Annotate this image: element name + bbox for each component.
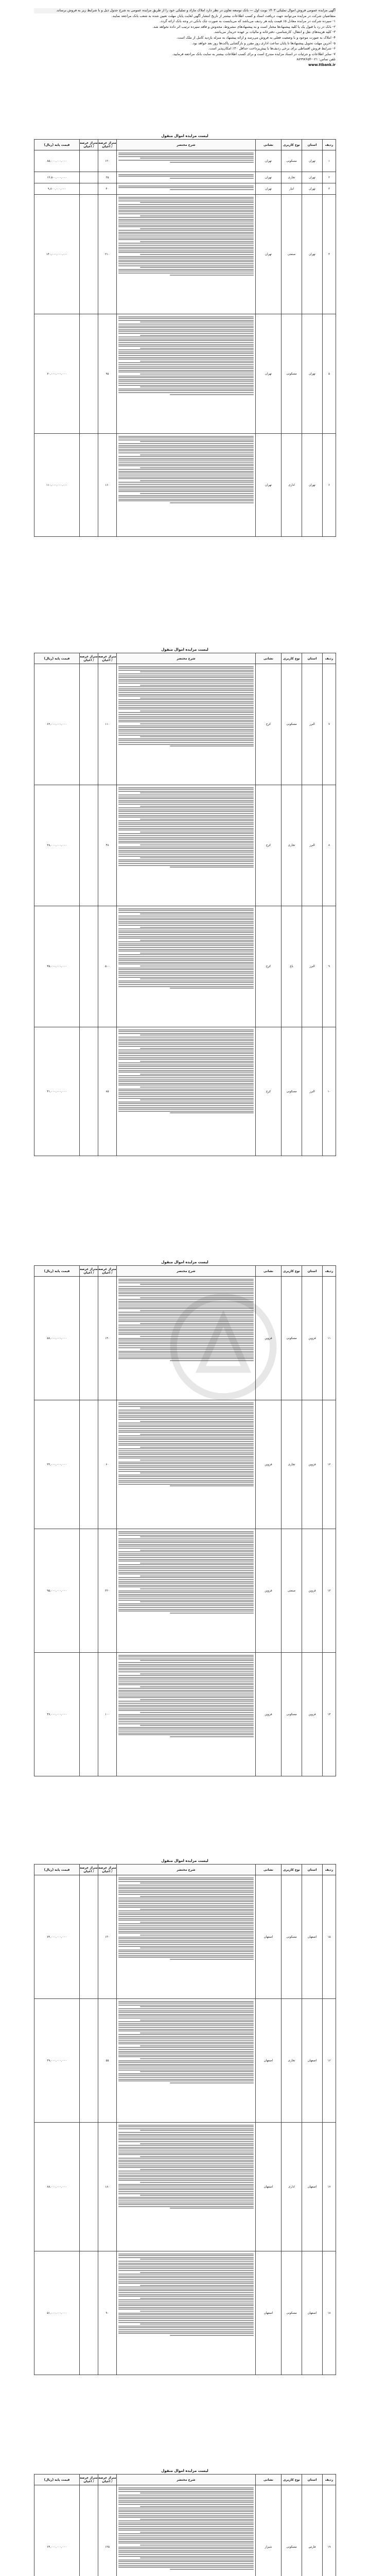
col-region: استان [302,653,323,664]
region-cell: البرز [302,664,323,785]
usage-type-cell: مسکونی [282,2485,302,2576]
area-cell: ۹۵ [98,314,117,434]
description-text-block [118,315,254,396]
row-number: ۷ [323,664,336,785]
table-row [34,1999,336,2123]
notice-paragraph: ۷- سایر اطلاعات و جزئیات در اسناد مزایده مندرج است و برای کسب اطلاعات بیشتر به سایت بانک مراجعه فرمایید. [172,52,336,56]
col-area: متراژ عرصه / اعیان [98,140,117,150]
description-cell [117,1529,256,1653]
description-text-block [118,1530,254,1614]
table-row [34,195,336,314]
table-row [34,314,336,434]
address-cell: تهران [256,183,282,195]
description-text-block [118,1028,254,1114]
region-cell: البرز [302,906,323,1027]
auction-table-sheet [34,647,336,1156]
row-number: ۱۵ [323,1875,336,1999]
auction-table-sheet [34,2468,336,2576]
auction-table-sheet [34,133,336,537]
description-cell [117,1277,256,1400]
description-text-block [118,196,254,276]
description-text-block [118,2486,254,2570]
bank-website-link[interactable]: www.ttbank.ir [308,62,336,67]
usage-type-cell: انبار [282,183,302,195]
table-header-row [34,2475,336,2485]
col-base-price: قیمت پایه (ریال) [34,1865,80,1875]
col-usage-type: نوع کاربری [282,1865,302,1875]
area-cell: ۴۸ [98,785,117,906]
base-price-cell: ۸۸,۰۰۰,۰۰۰,۰۰۰ [34,2123,80,2251]
description-cell [117,2485,256,2576]
base-price-cell: ۴۱,۰۰۰,۰۰۰,۰۰۰ [34,1027,80,1156]
area-cell: ۵۰۰ [98,906,117,1027]
region-cell: اصفهان [302,1999,323,2123]
usage-type-cell: باغ [282,906,302,1027]
base-price-cell: ۹۵,۰۰۰,۰۰۰,۰۰۰ [34,1529,80,1653]
building-area-cell [80,785,98,906]
table-row [34,172,336,183]
usage-type-cell: مسکونی [282,664,302,785]
address-cell: کرج [256,906,282,1027]
area-cell: ۱۶۰ [98,434,117,537]
col-description: شرح مختصر [117,1266,256,1277]
table-row [34,150,336,172]
col-description: شرح مختصر [117,1865,256,1875]
building-area-cell [80,2251,98,2375]
description-text-block [118,1401,254,1487]
usage-type-cell: صنعتی [282,1529,302,1653]
col-row-number: ردیف [323,140,336,150]
usage-type-cell: اداری [282,434,302,537]
row-number: ۱۹ [323,2485,336,2576]
description-text-block [118,2124,254,2210]
auction-table [34,653,336,1156]
col-address: نشانی [256,2475,282,2485]
col-area: متراژ عرصه / اعیان [98,1266,117,1277]
col-address: نشانی [256,1266,282,1277]
description-text-block [118,173,254,179]
building-area-cell [80,172,98,183]
notice-paragraph: متقاضیان شرکت در مزایده می‌توانند جهت دریافت اسناد و کسب اطلاعات بیشتر از تاریخ انتشار آگهی لغایت پایان مهلت تعیین شده به شعب بانک مراجعه نمایند. [111,13,336,18]
auction-table [34,1265,336,1776]
usage-type-cell: تجاری [282,785,302,906]
description-text-block [118,665,254,748]
table-header-row [34,653,336,664]
description-cell [117,1653,256,1776]
area-cell: ۶۰ [98,1400,117,1529]
address-cell: اصفهان [256,1875,282,1999]
description-text-block [118,2252,254,2336]
description-cell [117,195,256,314]
row-number: ۳ [323,183,336,195]
region-cell: اصفهان [302,1875,323,1999]
row-number: ۱۲ [323,1400,336,1529]
notice-paragraph: آگهی مزایده عمومی فروش اموال تملیکی ۱۴۰۳ نوبت اول — بانک توسعه تعاون در نظر دارد املاک مازاد و تملیکی خود را از طریق مزایده عمومی به شرح جدول ذیل و با شرایط زیر به فروش برساند. [34,8,336,13]
base-price-cell: ۶۲,۰۰۰,۰۰۰,۰۰۰ [34,664,80,785]
usage-type-cell: مسکونی [282,150,302,172]
region-cell: تهران [302,195,323,314]
address-cell: کرج [256,1027,282,1156]
col-region: استان [302,140,323,150]
region-cell: تهران [302,150,323,172]
col-usage-type: نوع کاربری [282,653,302,664]
address-cell: قزوین [256,1529,282,1653]
region-cell: قزوین [302,1277,323,1400]
usage-type-cell: مسکونی [282,1875,302,1999]
description-cell [117,785,256,906]
col-building-area: متراژ عرصه / اعیان [80,653,98,664]
sheet-title: لیست مزایده اموال منقول [161,1260,208,1264]
table-row [34,2123,336,2251]
notice-paragraph: ۵- آخرین مهلت تحویل پیشنهادها تا پایان ساعت اداری روز مقرر و بازگشایی پاکت‌ها روز بعد خواهد بود. [191,41,336,45]
area-cell: ۱۴۰ [98,1277,117,1400]
row-number: ۴ [323,195,336,314]
row-number: ۵ [323,314,336,434]
col-address: نشانی [256,140,282,150]
description-cell [117,150,256,172]
col-building-area: متراژ عرصه / اعیان [80,1865,98,1875]
col-description: شرح مختصر [117,140,256,150]
base-price-cell: ۱۲,۵۰۰,۰۰۰,۰۰۰ [34,172,80,183]
description-text-block [118,786,254,869]
col-area: متراژ عرصه / اعیان [98,653,117,664]
base-price-cell: ۳۳,۰۰۰,۰۰۰,۰۰۰ [34,1400,80,1529]
description-cell [117,434,256,537]
col-building-area: متراژ عرصه / اعیان [80,1266,98,1277]
usage-type-cell: تجاری [282,172,302,183]
usage-type-cell: مسکونی [282,1653,302,1776]
building-area-cell [80,150,98,172]
row-number: ۱۱ [323,1277,336,1400]
usage-type-cell: مسکونی [282,1027,302,1156]
row-number: ۱۰ [323,1027,336,1156]
auction-table [34,139,336,537]
region-cell: تهران [302,434,323,537]
area-cell: ۱۱۰ [98,664,117,785]
sheet-title: لیست مزایده اموال منقول [161,1859,208,1863]
usage-type-cell: مسکونی [282,1277,302,1400]
table-row [34,1653,336,1776]
building-area-cell [80,1653,98,1776]
auction-table [34,1864,336,2375]
base-price-cell: ۹,۸۰۰,۰۰۰,۰۰۰ [34,183,80,195]
table-row [34,785,336,906]
area-cell: ۱۸۰ [98,2123,117,2251]
table-row [34,434,336,537]
description-text-block [118,184,254,191]
col-address: نشانی [256,653,282,664]
col-row-number: ردیف [323,1266,336,1277]
building-area-cell [80,195,98,314]
notice-paragraph: ۴- املاک به صورت موجود و با وضعیت فعلی به فروش می‌رسد و ارائه پیشنهاد به منزله بازدید کامل از ملک است. [177,35,336,40]
building-area-cell [80,314,98,434]
region-cell: فارس [302,2485,323,2576]
area-cell: ۹۰ [98,2251,117,2375]
base-price-cell: ۱۱۰,۰۰۰,۰۰۰,۰۰۰ [34,434,80,537]
address-cell: قزوین [256,1277,282,1400]
col-usage-type: نوع کاربری [282,140,302,150]
region-cell: قزوین [302,1653,323,1776]
row-number: ۱۸ [323,2251,336,2375]
building-area-cell [80,906,98,1027]
col-building-area: متراژ عرصه / اعیان [80,2475,98,2485]
base-price-cell: ۱۴۰,۰۰۰,۰۰۰,۰۰۰ [34,195,80,314]
region-cell: تهران [302,314,323,434]
description-cell [117,2123,256,2251]
auction-table-sheet [34,1858,336,2375]
building-area-cell [80,664,98,785]
region-cell: البرز [302,785,323,906]
col-row-number: ردیف [323,2475,336,2485]
base-price-cell: ۷۲,۰۰۰,۰۰۰,۰۰۰ [34,1875,80,1999]
building-area-cell [80,434,98,537]
description-cell [117,183,256,195]
description-text-block [118,2000,254,2084]
region-cell: اصفهان [302,2251,323,2375]
col-usage-type: نوع کاربری [282,1266,302,1277]
area-cell: ۵۵ [98,1999,117,2123]
col-area: متراژ عرصه / اعیان [98,1865,117,1875]
sheet-title: لیست مزایده اموال منقول [161,134,208,138]
building-area-cell [80,1529,98,1653]
table-header-row [34,1266,336,1277]
area-cell: ۱۳۰ [98,1875,117,1999]
building-area-cell [80,1027,98,1156]
table-row [34,183,336,195]
base-price-cell: ۸۵,۰۰۰,۰۰۰,۰۰۰ [34,150,80,172]
usage-type-cell: مسکونی [282,314,302,434]
notice-paragraph: ۲- بانک در رد یا قبول یک یا کلیه پیشنهادها مختار است و به پیشنهادهای مشروط، مخدوش و فاقد سپرده ترتیب اثر داده نخواهد شد. [152,24,336,29]
region-cell: قزوین [302,1400,323,1529]
description-text-block [118,435,254,504]
notice-paragraph: ۶- شرایط فروش اقساطی برای برخی ردیف‌ها با پیش‌پرداخت حداقل ۳۰٪ امکان‌پذیر است. [208,46,336,51]
table-row [34,2485,336,2576]
usage-type-cell: صنعتی [282,195,302,314]
base-price-cell: ۵۱,۰۰۰,۰۰۰,۰۰۰ [34,2251,80,2375]
row-number: ۲ [323,172,336,183]
base-price-cell: ۵۸,۰۰۰,۰۰۰,۰۰۰ [34,1277,80,1400]
col-usage-type: نوع کاربری [282,2475,302,2485]
table-row [34,1027,336,1156]
col-address: نشانی [256,1865,282,1875]
table-row [34,906,336,1027]
description-cell [117,664,256,785]
notice-paragraph: ۳- کلیه هزینه‌های نقل و انتقال، کارشناسی، دفترخانه و مالیات بر عهده خریدار می‌باشد. [214,30,336,35]
building-area-cell [80,2485,98,2576]
base-price-cell: ۴۵,۰۰۰,۰۰۰,۰۰۰ [34,906,80,1027]
col-description: شرح مختصر [117,653,256,664]
base-price-cell: ۷۰,۰۰۰,۰۰۰,۰۰۰ [34,314,80,434]
row-number: ۱۶ [323,1999,336,2123]
region-cell: تهران [302,172,323,183]
address-cell: شیراز [256,2485,282,2576]
col-region: استان [302,1266,323,1277]
col-row-number: ردیف [323,1865,336,1875]
description-text-block [118,1278,254,1362]
address-cell: کرج [256,785,282,906]
col-region: استان [302,1865,323,1875]
table-row [34,1529,336,1653]
table-header-row [34,140,336,150]
auction-notice [34,8,336,69]
auction-table [34,2474,336,2576]
row-number: ۱۴ [323,1653,336,1776]
address-cell: کرج [256,664,282,785]
area-cell: ۸۵ [98,1027,117,1156]
sheet-title: لیست مزایده اموال منقول [161,2469,208,2473]
area-cell: ۱۲۰ [98,150,117,172]
notice-phone: تلفن تماس: ۰۲۱-۸۸۹۹۷۶۵۴ [296,57,336,62]
address-cell: اصفهان [256,2251,282,2375]
usage-type-cell: مسکونی [282,2251,302,2375]
building-area-cell [80,1999,98,2123]
row-number: ۸ [323,785,336,906]
col-area: متراژ عرصه / اعیان [98,2475,117,2485]
row-number: ۱۷ [323,2123,336,2251]
row-number: ۱ [323,150,336,172]
building-area-cell [80,1875,98,1999]
sheet-title: لیست مزایده اموال منقول [161,648,208,652]
table-row [34,2251,336,2375]
table-row [34,1277,336,1400]
address-cell: قزوین [256,1653,282,1776]
region-cell: قزوین [302,1529,323,1653]
address-cell: اصفهان [256,2123,282,2251]
description-text-block [118,907,254,990]
description-cell [117,1875,256,1999]
description-cell [117,906,256,1027]
address-cell: تهران [256,314,282,434]
area-cell: ۴۰ [98,183,117,195]
col-region: استان [302,2475,323,2485]
row-number: ۶ [323,434,336,537]
description-text-block [118,151,254,163]
description-cell [117,172,256,183]
col-building-area: متراژ عرصه / اعیان [80,140,98,150]
building-area-cell [80,2123,98,2251]
base-price-cell: ۳۹,۰۰۰,۰۰۰,۰۰۰ [34,1999,80,2123]
base-price-cell: ۲۸,۰۰۰,۰۰۰,۰۰۰ [34,785,80,906]
usage-type-cell: اداری [282,2123,302,2251]
area-cell: ۲۱۰ [98,195,117,314]
address-cell: تهران [256,150,282,172]
base-price-cell: ۴۷,۰۰۰,۰۰۰,۰۰۰ [34,1653,80,1776]
col-row-number: ردیف [323,653,336,664]
address-cell: تهران [256,195,282,314]
base-price-cell: ۶۴,۰۰۰,۰۰۰,۰۰۰ [34,2485,80,2576]
building-area-cell [80,1400,98,1529]
building-area-cell [80,183,98,195]
table-row [34,664,336,785]
area-cell: ۱۰۰ [98,1653,117,1776]
area-cell: ۳۵ [98,172,117,183]
col-base-price: قیمت پایه (ریال) [34,140,80,150]
description-cell [117,1400,256,1529]
address-cell: تهران [256,434,282,537]
description-cell [117,2251,256,2375]
table-header-row [34,1865,336,1875]
description-cell [117,1027,256,1156]
region-cell: تهران [302,183,323,195]
region-cell: اصفهان [302,2123,323,2251]
table-row [34,1400,336,1529]
description-text-block [118,1876,254,1960]
building-area-cell [80,1277,98,1400]
row-number: ۹ [323,906,336,1027]
description-cell [117,314,256,434]
address-cell: اصفهان [256,1999,282,2123]
address-cell: تهران [256,172,282,183]
row-number: ۱۳ [323,1529,336,1653]
auction-table-sheet [34,1259,336,1776]
notice-paragraph: ۱- سپرده شرکت در مزایده معادل ۵٪ قیمت پایه هر ردیف می‌باشد که می‌بایست به صورت چک بانکی در وجه بانک ارائه گردد. [160,19,336,24]
col-base-price: قیمت پایه (ریال) [34,1266,80,1277]
col-base-price: قیمت پایه (ریال) [34,2475,80,2485]
table-row [34,1875,336,1999]
area-cell: ۱۲۵ [98,2485,117,2576]
description-text-block [118,1654,254,1738]
description-cell [117,1999,256,2123]
area-cell: ۳۲۰ [98,1529,117,1653]
col-base-price: قیمت پایه (ریال) [34,653,80,664]
region-cell: البرز [302,1027,323,1156]
usage-type-cell: تجاری [282,1400,302,1529]
address-cell: قزوین [256,1400,282,1529]
usage-type-cell: تجاری [282,1999,302,2123]
col-description: شرح مختصر [117,2475,256,2485]
